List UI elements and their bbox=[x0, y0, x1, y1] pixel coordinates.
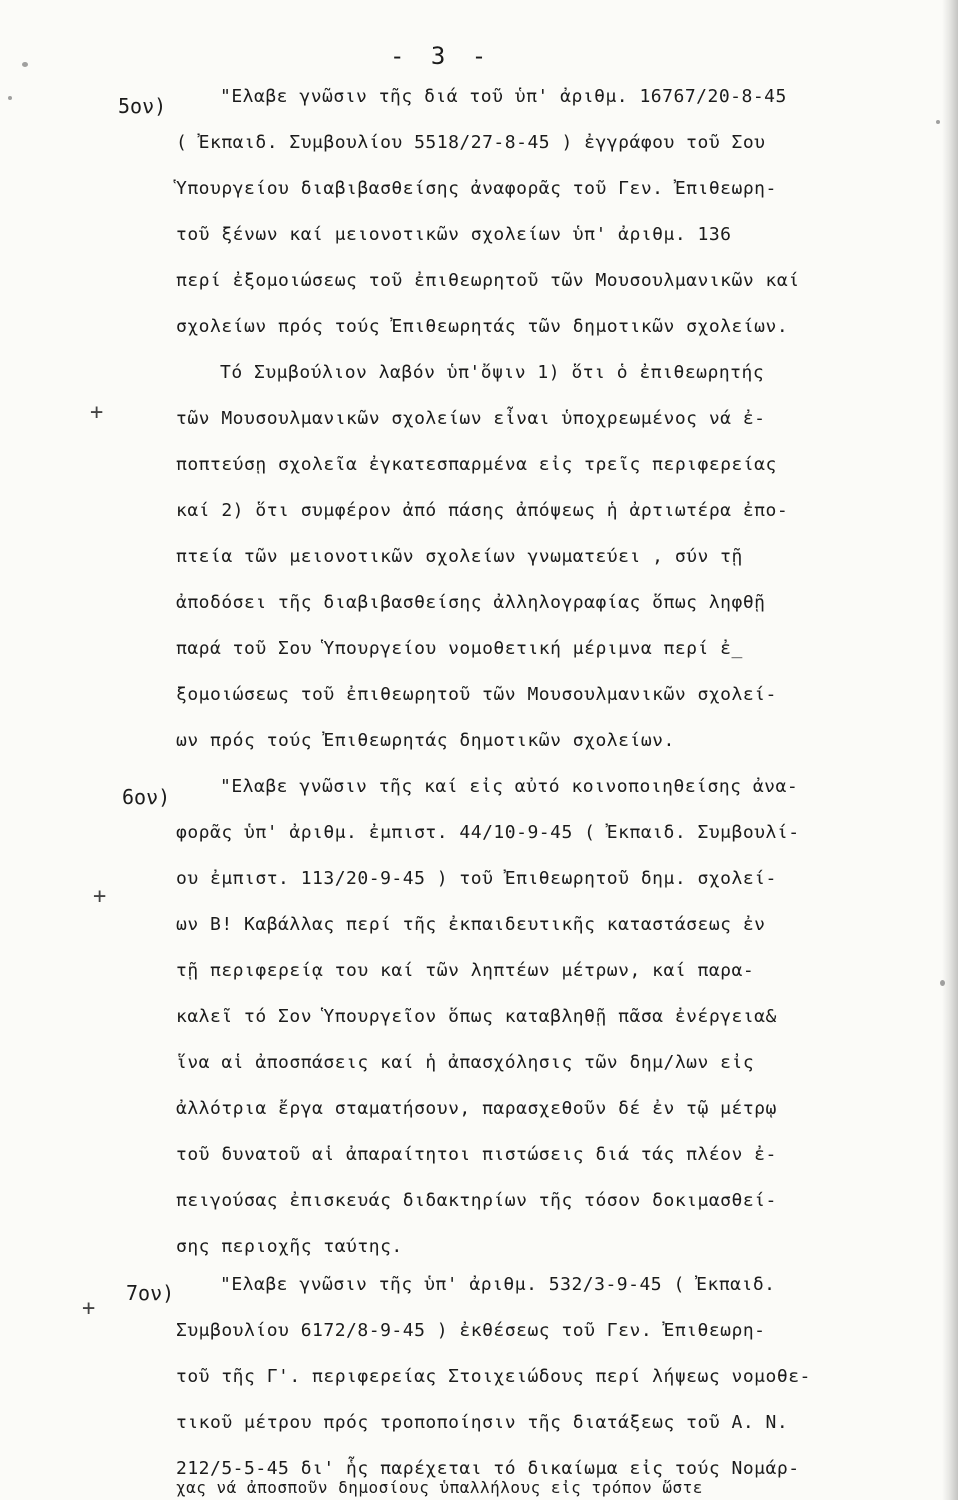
scan-speck bbox=[22, 62, 28, 67]
scan-speck bbox=[8, 96, 12, 100]
text-line: 212/5-5-45 δι' ἧς παρέχεται τό δικαίωμα εἰς τούς Νομάρ- bbox=[176, 1458, 800, 1479]
text-line: τοῦ δυνατοῦ αἱ ἀπαραίτητοι πιστώσεις διά τάς πλέον ἐ- bbox=[176, 1144, 777, 1165]
text-line: ἀλλότρια ἔργα σταματήσουν, παρασχεθοῦν δέ ἐν τῷ μέτρῳ bbox=[176, 1098, 777, 1119]
text-line: τῶν Μουσουλμανικῶν σχολείων εἶναι ὑποχρεωμένος νά ἐ- bbox=[176, 408, 766, 429]
text-line: ποπτεύσῃ σχολεῖα ἐγκατεσπαρμένα εἰς τρεῖς περιφερείας bbox=[176, 454, 777, 475]
text-line: χας νά ἀποσποῦν δημοσίους ὑπαλλήλους εἰς τρόπον ὥστε bbox=[176, 1478, 703, 1497]
text-line: Τό Συμβούλιον λαβόν ὑπ'ὄψιν 1) ὅτι ὁ ἐπιθεωρητής bbox=[220, 362, 765, 383]
text-line: ἵνα αἱ ἀποσπάσεις καί ἡ ἀπασχόλησις τῶν δημ/λων εἰς bbox=[176, 1052, 755, 1073]
margin-mark: + bbox=[90, 400, 104, 425]
text-line: περί ἐξομοιώσεως τοῦ ἐπιθεωρητοῦ τῶν Μουσουλμανικῶν καί bbox=[176, 270, 800, 291]
text-line: πτεία τῶν μειονοτικῶν σχολείων γνωματεύει , σύν τῇ bbox=[176, 546, 743, 567]
text-line: καλεῖ τό Σον Ὑπουργεῖον ὅπως καταβληθῇ πᾶσα ἐνέργεια& bbox=[176, 1006, 777, 1027]
text-line: "Ελαβε γνῶσιν τῆς καί εἰς αὐτό κοινοποιηθείσης ἀνα- bbox=[220, 776, 799, 797]
text-line: σχολείων πρός τούς Ἐπιθεωρητάς τῶν δημοτικῶν σχολείων. bbox=[176, 316, 789, 337]
text-line: τοῦ τῆς Γ'. περιφερείας Στοιχειώδους περί λήψεως νομοθε- bbox=[176, 1366, 811, 1387]
text-line: φορᾶς ὑπ' ἀριθμ. ἐμπιστ. 44/10-9-45 ( Ἐκπαιδ. Συμβουλί- bbox=[176, 822, 800, 843]
text-line: τοῦ ξένων καί μειονοτικῶν σχολείων ὑπ' ἀριθμ. 136 bbox=[176, 224, 732, 245]
margin-mark: + bbox=[82, 1296, 96, 1321]
text-line: ων Β! Καβάλλας περί τῆς ἐκπαιδευτικῆς καταστάσεως ἐν bbox=[176, 914, 766, 935]
text-line: σης περιοχῆς ταύτης. bbox=[176, 1236, 403, 1257]
text-line: πειγούσας ἐπισκευάς διδακτηρίων τῆς τόσον δοκιμασθεί- bbox=[176, 1190, 777, 1211]
text-line: τικοῦ μέτρου πρός τροποποίησιν τῆς διατάξεως τοῦ Α. Ν. bbox=[176, 1412, 789, 1433]
text-line: ου ἐμπιστ. 113/20-9-45 ) τοῦ Ἐπιθεωρητοῦ δημ. σχολεί- bbox=[176, 868, 777, 889]
scan-speck bbox=[936, 120, 940, 124]
margin-mark: + bbox=[93, 884, 107, 909]
item-number: 6ον) bbox=[122, 785, 171, 809]
text-line: παρά τοῦ Σου Ὑπουργείου νομοθετική μέριμνα περί ἐ_ bbox=[176, 638, 743, 659]
text-line: ξομοιώσεως τοῦ ἐπιθεωρητοῦ τῶν Μουσουλμανικῶν σχολεί- bbox=[176, 684, 777, 705]
text-line: "Ελαβε γνῶσιν τῆς διά τοῦ ὑπ' ἀριθμ. 16767/20-8-45 bbox=[220, 86, 787, 107]
scan-edge-shadow bbox=[942, 0, 958, 1500]
text-line: "Ελαβε γνῶσιν τῆς ὑπ' ἀριθμ. 532/3-9-45 ( Ἐκπαιδ. bbox=[220, 1274, 776, 1295]
text-line: Συμβουλίου 6172/8-9-45 ) ἐκθέσεως τοῦ Γεν. Ἐπιθεωρη- bbox=[176, 1320, 766, 1341]
text-line: ων πρός τούς Ἐπιθεωρητάς δημοτικῶν σχολείων. bbox=[176, 730, 675, 751]
item-number: 7ον) bbox=[126, 1281, 175, 1305]
page-number: - 3 - bbox=[390, 42, 493, 70]
text-line: καί 2) ὅτι συμφέρον ἀπό πάσης ἀπόψεως ἡ ἀρτιωτέρα ἐπο- bbox=[176, 500, 789, 521]
item-number: 5ον) bbox=[118, 94, 167, 118]
text-line: τῇ περιφερείᾳ του καί τῶν ληπτέων μέτρων, καί παρα- bbox=[176, 960, 755, 981]
text-line: ( Ἐκπαιδ. Συμβουλίου 5518/27-8-45 ) ἐγγράφου τοῦ Σου bbox=[176, 132, 766, 153]
text-line: ἀποδόσει τῆς διαβιβασθείσης ἀλληλογραφίας ὅπως ληφθῇ bbox=[176, 592, 766, 613]
scan-speck bbox=[940, 980, 945, 986]
text-line: Ὑπουργείου διαβιβασθείσης ἀναφορᾶς τοῦ Γεν. Ἐπιθεωρη- bbox=[176, 178, 777, 199]
